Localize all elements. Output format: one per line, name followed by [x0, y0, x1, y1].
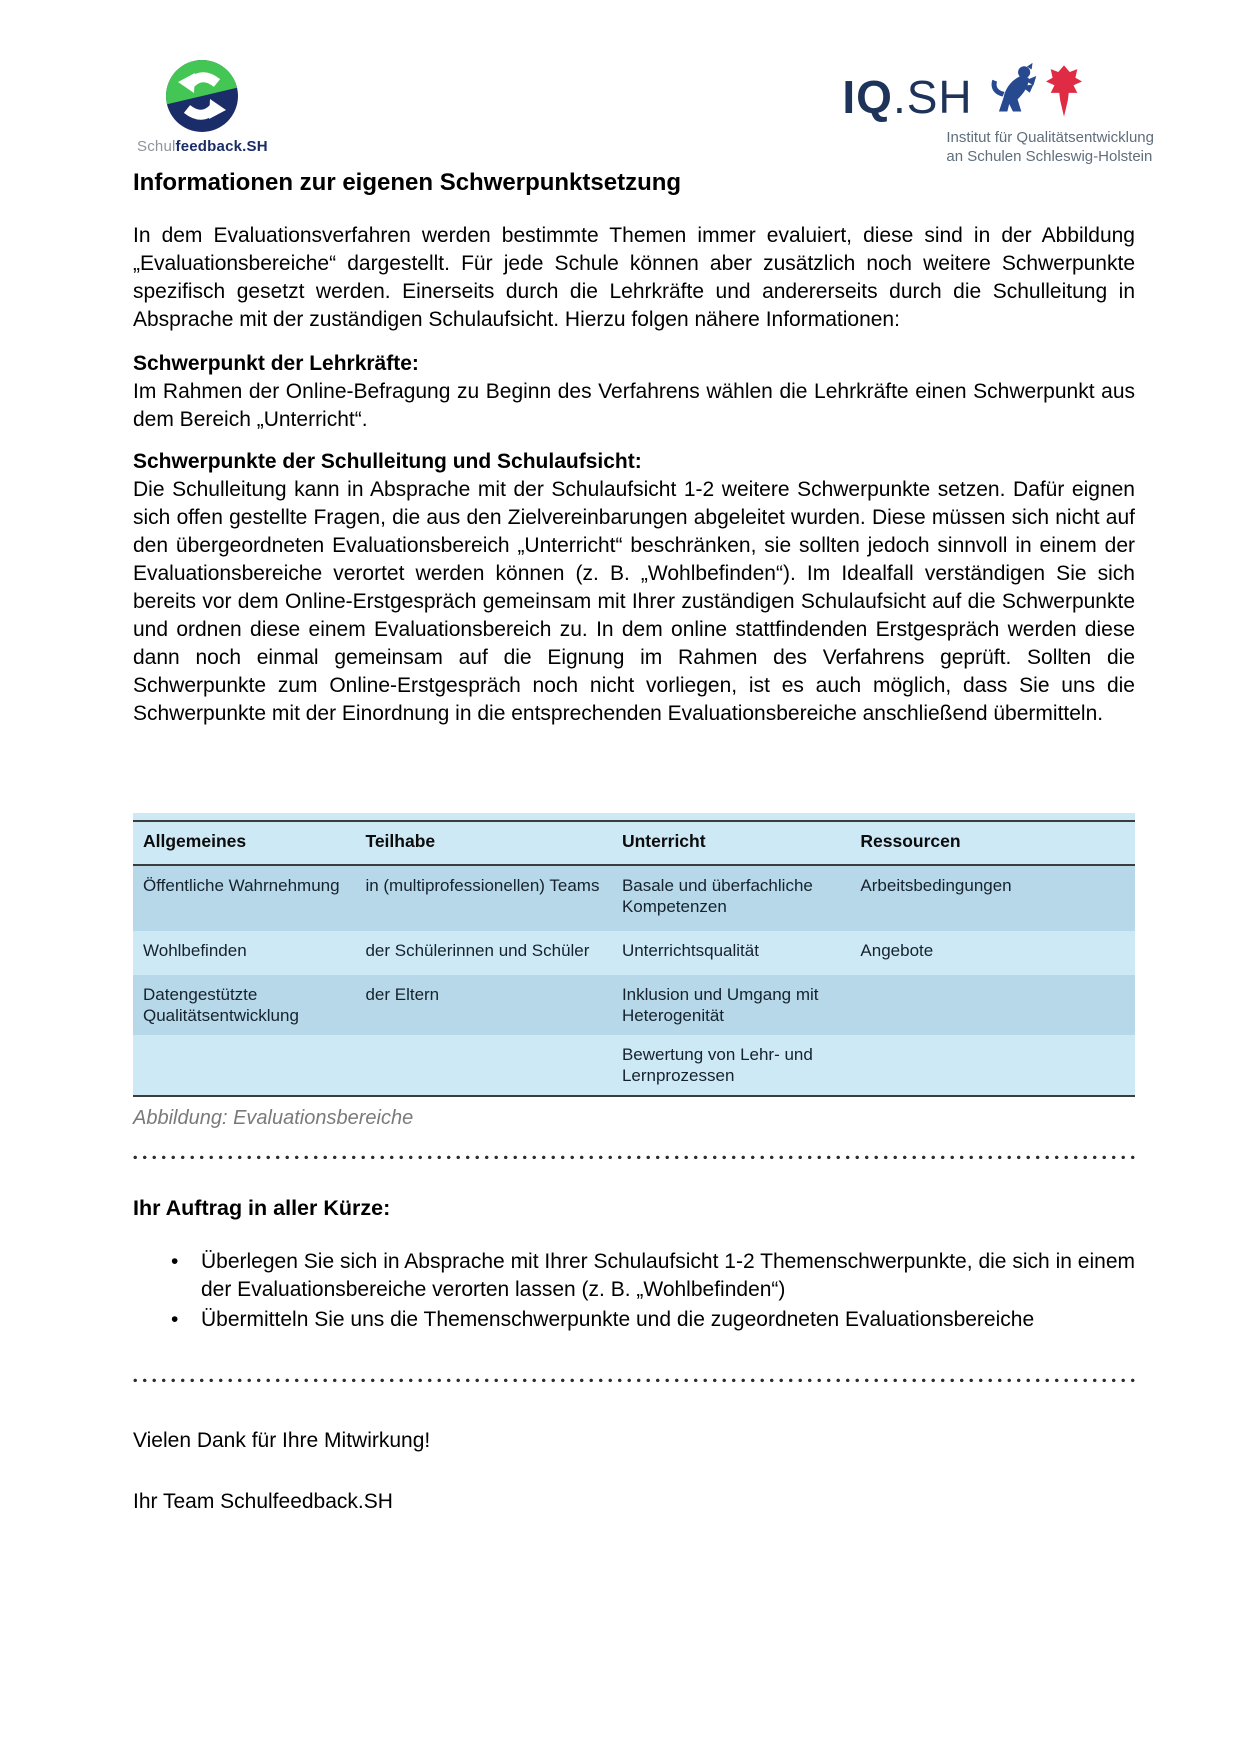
figure-caption: Abbildung: Evaluationsbereiche: [133, 1107, 414, 1129]
table-cell: Unterrichtsqualität: [612, 931, 850, 975]
schulfeedback-wordmark: [137, 138, 267, 155]
iqsh-wordmark-bold: IQ: [842, 71, 893, 123]
schulfeedback-logo-icon: [164, 58, 240, 134]
intro-paragraph: In dem Evaluationsverfahren werden bestimmte Themen immer evaluiert, diese sind in der Abbildung „Evaluationsbereiche“ dargestellt. Für jede Schule können aber zusätzlich noch weitere Schwerpunkte spezifisch gesetzt werden. Einerseits durch die Lehrkräfte und andererseits durch die Schulleitung in Absprache mit der zuständigen Schulaufsicht. Hierzu folgen nähere Informationen:: [133, 224, 1135, 331]
section-body-lehrkraefte: Im Rahmen der Online-Befragung zu Beginn des Verfahrens wählen die Lehrkräfte einen Schwerpunkt aus dem Bereich „Unterricht“.: [133, 380, 1135, 431]
section-heading-lehrkraefte: Schwerpunkt der Lehrkräfte:: [133, 352, 419, 375]
iqsh-subtitle-line1: Institut für Qualitätsentwicklung: [946, 129, 1154, 146]
iqsh-subtitle: [946, 128, 1154, 166]
column-header-teilhabe: Teilhabe: [355, 821, 612, 865]
schleswig-holstein-crest: [983, 62, 1083, 120]
document-body: [0, 170, 1240, 1516]
table-row: [133, 931, 1135, 975]
iqsh-wordmark: [842, 71, 973, 123]
table-header-row: [133, 821, 1135, 865]
task-bullet-item: • Überlegen Sie sich in Absprache mit Ihrer Schulaufsicht 1-2 Themenschwerpunkte, die sich in einem der Evaluationsbereiche verorten lassen (z. B. „Wohlbefinden“): [171, 1248, 1135, 1304]
table-top-strip: [133, 813, 1135, 820]
sh-nettle-leaf-icon: [1045, 64, 1083, 118]
iqsh-wordmark-light: .SH: [892, 71, 973, 123]
wordmark-prefix: Schul: [137, 138, 176, 155]
table-cell: [850, 975, 1135, 1035]
column-header-ressourcen: Ressourcen: [850, 821, 1135, 865]
table-cell: [133, 1035, 355, 1096]
table-cell: Bewertung von Lehr- und Lernprozessen: [612, 1035, 850, 1096]
task-bullet-list: [171, 1248, 1135, 1334]
page-header: [0, 0, 1240, 170]
iqsh-subtitle-line2: an Schulen Schleswig-Holstein: [946, 148, 1153, 165]
dotted-separator: [133, 1155, 1135, 1160]
iqsh-wordmark-row: [842, 62, 1154, 123]
evaluation-table-figure: [133, 813, 1135, 1131]
section-heading-schulleitung: Schwerpunkte der Schulleitung und Schulaufsicht:: [133, 450, 642, 473]
dotted-separator: [133, 1378, 1135, 1383]
sh-lion-icon: [983, 62, 1041, 118]
page-title: Informationen zur eigenen Schwerpunktsetzung: [133, 169, 682, 196]
table-cell: Öffentliche Wahrnehmung: [133, 865, 355, 931]
section-body-schulleitung: Die Schulleitung kann in Absprache mit der Schulaufsicht 1-2 weitere Schwerpunkte setzen. Dafür eignen sich offen gestellte Fragen, die aus den Zielvereinbarungen abgeleitet wurden. Diese müssen sich nicht auf den übergeordneten Evaluationsbereich „Unterricht“ beschränken, sie sollten jedoch sinnvoll in einem der Evaluationsbereiche verortet werden können (z. B. „Wohlbefinden“). Im Idealfall verständigen Sie sich bereits vor dem Online-Erstgespräch gemeinsam mit Ihrer zuständigen Schulaufsicht auf die Schwerpunkte und ordnen diese einem Evaluationsbereich zu. In dem online stattfindenden Erstgespräch werden diese dann noch einmal gemeinsam auf die Eignung im Rahmen des Verfahrens geprüft. Sollten die Schwerpunkte zum Online-Erstgespräch noch nicht vorliegen, ist es auch möglich, dass Sie uns die Schwerpunkte mit der Einordnung in die entsprechenden Evaluationsbereiche anschließend übermitteln.: [133, 478, 1135, 725]
table-cell: Arbeitsbedingungen: [850, 865, 1135, 931]
table-cell: Angebote: [850, 931, 1135, 975]
table-row: [133, 1035, 1135, 1096]
task-heading: Ihr Auftrag in aller Kürze:: [133, 1196, 391, 1220]
evaluationsbereiche-table: [133, 820, 1135, 1097]
task-bullet-item: • Übermitteln Sie uns die Themenschwerpunkte und die zugeordneten Evaluationsbereiche: [171, 1306, 1135, 1334]
table-cell: Inklusion und Umgang mit Heterogenität: [612, 975, 850, 1035]
table-cell: der Schülerinnen und Schüler: [355, 931, 612, 975]
table-cell: [355, 1035, 612, 1096]
table-cell: Datengestützte Qualitätsentwicklung: [133, 975, 355, 1035]
table-cell: Wohlbefinden: [133, 931, 355, 975]
table-row: [133, 865, 1135, 931]
closing-signature: Ihr Team Schulfeedback.SH: [133, 1490, 393, 1513]
column-header-allgemeines: Allgemeines: [133, 821, 355, 865]
column-header-unterricht: Unterricht: [612, 821, 850, 865]
wordmark-suffix: feedback.SH: [175, 138, 268, 155]
closing-thanks: Vielen Dank für Ihre Mitwirkung!: [133, 1429, 431, 1452]
table-cell: [850, 1035, 1135, 1096]
table-cell: Basale und überfachliche Kompetenzen: [612, 865, 850, 931]
table-cell: der Eltern: [355, 975, 612, 1035]
schulfeedback-logo: [137, 58, 267, 155]
table-row: [133, 975, 1135, 1035]
iqsh-logo: [842, 62, 1154, 166]
table-cell: in (multiprofessionellen) Teams: [355, 865, 612, 931]
